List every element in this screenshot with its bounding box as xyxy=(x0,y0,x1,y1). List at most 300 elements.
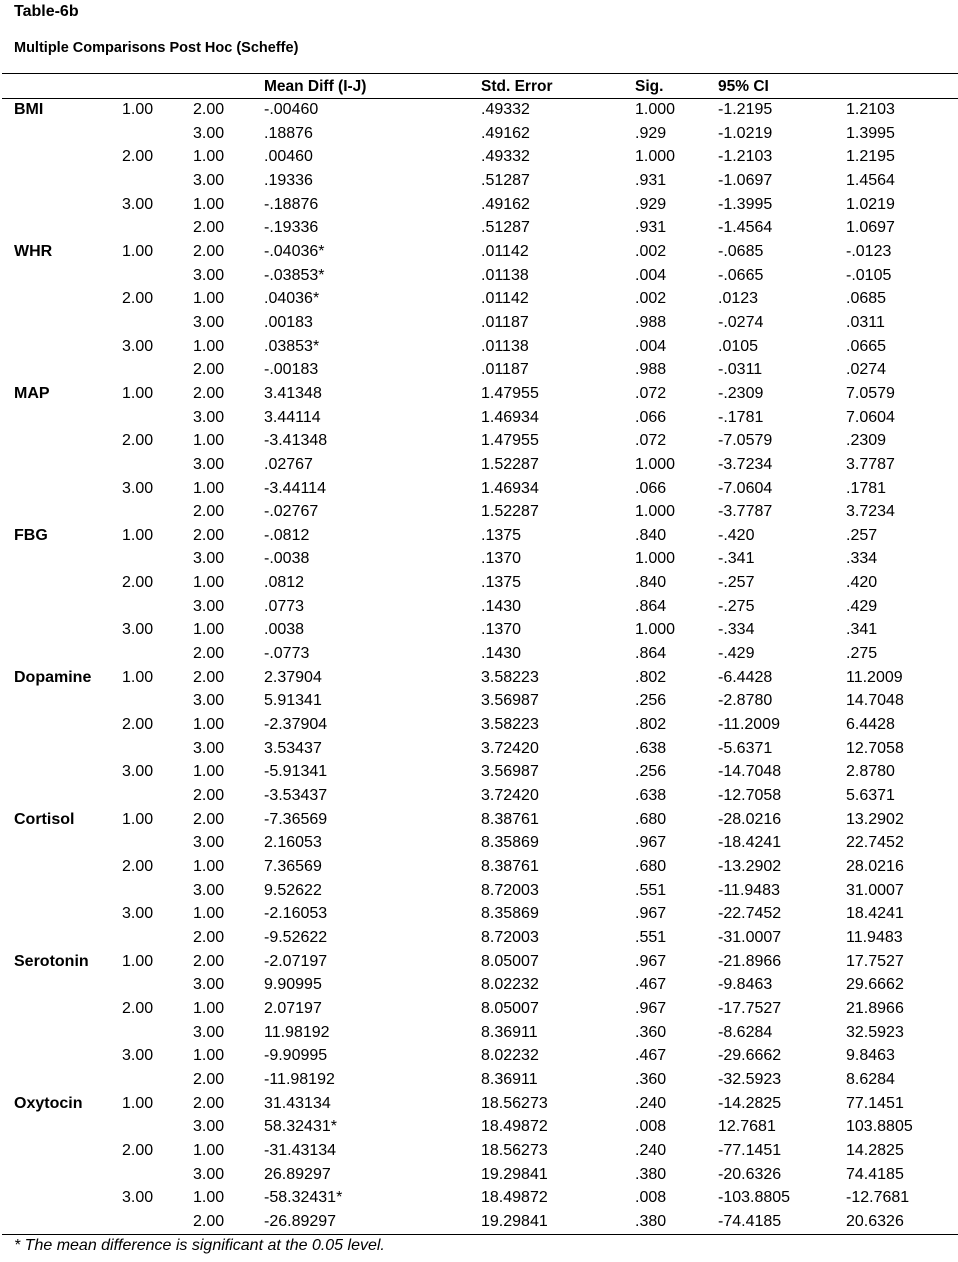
ci-upper-cell: -12.7681 xyxy=(846,1189,910,1207)
mean-diff-cell: -.03853* xyxy=(264,266,325,284)
i-level-cell xyxy=(119,169,193,193)
i-level-cell xyxy=(119,264,193,288)
ci-upper-cell: .257 xyxy=(846,526,878,544)
ci-upper-cell: 1.2103 xyxy=(846,101,895,118)
ci-upper-cell: 17.7527 xyxy=(846,952,904,970)
i-level-cell: 1.00 xyxy=(122,526,154,544)
variable-label xyxy=(2,500,119,524)
variable-label xyxy=(2,1163,119,1187)
table-row xyxy=(2,1021,958,1045)
sig-cell: .931 xyxy=(635,219,667,237)
i-level-cell: 2.00 xyxy=(122,290,154,308)
variable-label xyxy=(2,1186,119,1210)
variable-label xyxy=(2,997,119,1021)
variable-label xyxy=(2,737,119,761)
std-error-cell: .49162 xyxy=(481,124,530,142)
ci-lower-cell: -22.7452 xyxy=(718,905,782,923)
ci-upper-cell: 6.4428 xyxy=(846,716,895,734)
header-cell xyxy=(846,76,958,98)
table-row xyxy=(2,689,958,713)
table-row xyxy=(2,358,958,382)
i-level-cell xyxy=(119,453,193,477)
sig-cell: .931 xyxy=(635,171,667,189)
sig-cell: .802 xyxy=(635,716,667,734)
table-row xyxy=(2,500,958,524)
table-row xyxy=(2,784,958,808)
ci-upper-cell: 22.7452 xyxy=(846,834,904,852)
ci-upper-cell: 1.2195 xyxy=(846,148,895,166)
ci-lower-cell: -2.8780 xyxy=(718,692,773,710)
sig-cell: .802 xyxy=(635,668,667,686)
sig-cell: 1.000 xyxy=(635,101,676,118)
j-level-cell: 1.00 xyxy=(193,858,225,875)
variable-label xyxy=(2,193,119,217)
ci-lower-cell: -12.7058 xyxy=(718,787,782,805)
table-row xyxy=(2,618,958,642)
sig-cell: .467 xyxy=(635,976,667,994)
table-row xyxy=(2,571,958,595)
table-body xyxy=(2,98,958,1234)
header-row xyxy=(2,76,958,98)
std-error-cell: 3.56987 xyxy=(481,763,539,781)
j-level-cell: 1.00 xyxy=(193,621,225,639)
i-level-cell: 2.00 xyxy=(122,148,154,166)
j-level-cell: 1.00 xyxy=(193,905,225,923)
table-row xyxy=(2,240,958,264)
i-level-cell: 2.00 xyxy=(122,432,154,450)
sig-cell: .380 xyxy=(635,1212,667,1230)
table-row xyxy=(2,1163,958,1187)
variable-label xyxy=(2,689,119,713)
mean-diff-cell: -2.07197 xyxy=(264,952,328,970)
ci-upper-cell: 7.0604 xyxy=(846,408,895,426)
variable-label xyxy=(2,973,119,997)
j-level-cell: 2.00 xyxy=(193,101,225,118)
ci-lower-cell: -17.7527 xyxy=(718,999,782,1017)
j-level-cell: 2.00 xyxy=(193,242,225,260)
j-level-cell: 1.00 xyxy=(193,1047,225,1065)
i-level-cell xyxy=(119,1068,193,1092)
table-row xyxy=(2,193,958,217)
std-error-cell: .01142 xyxy=(481,290,529,308)
sig-cell: .240 xyxy=(635,1094,667,1112)
std-error-cell: 19.29841 xyxy=(481,1212,548,1230)
table-row xyxy=(2,902,958,926)
sig-cell: .066 xyxy=(635,408,667,426)
ci-upper-cell: .0311 xyxy=(846,313,885,331)
sig-cell: .680 xyxy=(635,810,667,828)
sig-cell: .004 xyxy=(635,337,667,355)
j-level-cell: 3.00 xyxy=(193,1023,225,1041)
mean-diff-cell: -5.91341 xyxy=(264,763,328,781)
ci-upper-cell: 14.7048 xyxy=(846,692,904,710)
j-level-cell: 2.00 xyxy=(193,645,225,663)
ci-lower-cell: -18.4241 xyxy=(718,834,782,852)
std-error-cell: 18.49872 xyxy=(481,1189,548,1207)
table-row xyxy=(2,311,958,335)
variable-label xyxy=(2,595,119,619)
j-level-cell: 3.00 xyxy=(193,124,225,142)
ci-lower-cell: -11.2009 xyxy=(718,716,780,734)
ci-upper-cell: 11.2009 xyxy=(846,668,903,686)
j-level-cell: 2.00 xyxy=(193,1094,225,1112)
j-level-cell: 2.00 xyxy=(193,503,225,521)
i-level-cell xyxy=(119,879,193,903)
header-cell xyxy=(119,76,193,98)
table-row xyxy=(2,122,958,146)
ci-upper-cell: 20.6326 xyxy=(846,1212,904,1230)
ci-lower-cell: -31.0007 xyxy=(718,928,782,946)
j-level-cell: 2.00 xyxy=(193,787,225,805)
i-level-cell xyxy=(119,831,193,855)
i-level-cell xyxy=(119,122,193,146)
ci-upper-cell: 7.0579 xyxy=(846,384,895,402)
i-level-cell xyxy=(119,216,193,240)
sig-cell: .002 xyxy=(635,242,667,260)
std-error-cell: 8.05007 xyxy=(481,999,539,1017)
ci-lower-cell: -3.7234 xyxy=(718,455,773,473)
table-row xyxy=(2,997,958,1021)
variable-label xyxy=(2,1139,119,1163)
mean-diff-cell: .02767 xyxy=(264,455,313,473)
table-title: Table-6b xyxy=(14,3,79,20)
mean-diff-cell: -.19336 xyxy=(264,219,319,237)
mean-diff-cell: .03853* xyxy=(264,337,320,355)
std-error-cell: 18.56273 xyxy=(481,1094,548,1112)
variable-label xyxy=(2,1068,119,1092)
sig-cell: 1.000 xyxy=(635,148,676,166)
ci-lower-cell: -.429 xyxy=(718,645,755,663)
i-level-cell: 3.00 xyxy=(122,905,154,923)
ci-lower-cell: -9.8463 xyxy=(718,976,773,994)
mean-diff-cell: -31.43134 xyxy=(264,1141,337,1159)
ci-lower-cell: -7.0579 xyxy=(718,432,773,450)
comparisons-table xyxy=(2,76,958,1234)
i-level-cell: 3.00 xyxy=(122,1189,154,1207)
std-error-cell: 1.47955 xyxy=(481,384,539,402)
variable-label xyxy=(2,1044,119,1068)
ci-lower-cell: -8.6284 xyxy=(718,1023,773,1041)
ci-upper-cell: 1.3995 xyxy=(846,124,895,142)
table-subtitle: Multiple Comparisons Post Hoc (Scheffe) xyxy=(14,40,299,56)
mean-diff-cell: .19336 xyxy=(264,171,313,189)
table-row xyxy=(2,737,958,761)
variable-label: BMI xyxy=(14,101,44,118)
j-level-cell: 3.00 xyxy=(193,408,225,426)
std-error-cell: 8.35869 xyxy=(481,905,539,923)
sig-cell: .967 xyxy=(635,952,667,970)
table-row xyxy=(2,547,958,571)
mean-diff-cell: 5.91341 xyxy=(264,692,322,710)
mean-diff-cell: 2.37904 xyxy=(264,668,322,686)
mean-diff-cell: .04036* xyxy=(264,290,320,308)
table-row xyxy=(2,216,958,240)
table-row xyxy=(2,1044,958,1068)
std-error-cell: .1430 xyxy=(481,597,522,615)
std-error-cell: 1.47955 xyxy=(481,432,539,450)
ci-lower-cell: -.0685 xyxy=(718,242,764,260)
std-error-cell: 18.56273 xyxy=(481,1141,548,1159)
sig-cell: .551 xyxy=(635,928,667,946)
ci-upper-cell: .1781 xyxy=(846,479,887,497)
variable-label xyxy=(2,477,119,501)
table-row xyxy=(2,169,958,193)
table-row xyxy=(2,831,958,855)
variable-label xyxy=(2,879,119,903)
ci-upper-cell: 29.6662 xyxy=(846,976,904,994)
ci-upper-cell: 18.4241 xyxy=(846,905,904,923)
table-row xyxy=(2,406,958,430)
ci-upper-cell: 5.6371 xyxy=(846,787,895,805)
header-std-error: Std. Error xyxy=(481,78,553,95)
j-level-cell: 2.00 xyxy=(193,1070,225,1088)
table-row xyxy=(2,1092,958,1116)
header-cell xyxy=(2,76,119,98)
std-error-cell: 3.72420 xyxy=(481,787,539,805)
sig-cell: .929 xyxy=(635,124,667,142)
i-level-cell xyxy=(119,1021,193,1045)
i-level-cell: 3.00 xyxy=(122,763,154,781)
sig-cell: .256 xyxy=(635,763,667,781)
sig-cell: .002 xyxy=(635,290,667,308)
table-row xyxy=(2,1186,958,1210)
table-row xyxy=(2,1210,958,1234)
table-row xyxy=(2,808,958,832)
std-error-cell: .01142 xyxy=(481,242,529,260)
ci-lower-cell: -.0274 xyxy=(718,313,764,331)
variable-label xyxy=(2,1115,119,1139)
i-level-cell: 1.00 xyxy=(122,668,154,686)
ci-lower-cell: -.257 xyxy=(718,574,755,592)
ci-upper-cell: 12.7058 xyxy=(846,739,904,757)
mean-diff-cell: -.0773 xyxy=(264,645,310,663)
j-level-cell: 1.00 xyxy=(193,999,225,1017)
table-row xyxy=(2,98,958,122)
ci-lower-cell: -.341 xyxy=(718,550,755,568)
top-rule xyxy=(2,73,958,74)
ci-upper-cell: 11.9483 xyxy=(846,928,903,946)
sig-cell: .929 xyxy=(635,195,667,213)
j-level-cell: 3.00 xyxy=(193,976,225,994)
variable-label xyxy=(2,855,119,879)
variable-label xyxy=(2,169,119,193)
i-level-cell: 3.00 xyxy=(122,1047,154,1065)
ci-upper-cell: .341 xyxy=(846,621,878,639)
mean-diff-cell: -2.16053 xyxy=(264,905,328,923)
j-level-cell: 1.00 xyxy=(193,432,225,450)
mean-diff-cell: 2.07197 xyxy=(264,999,322,1017)
ci-upper-cell: 21.8966 xyxy=(846,999,904,1017)
sig-cell: .864 xyxy=(635,597,667,615)
std-error-cell: 3.72420 xyxy=(481,739,539,757)
mean-diff-cell: 3.44114 xyxy=(264,408,321,426)
ci-upper-cell: 103.8805 xyxy=(846,1118,913,1136)
header-ci: 95% CI xyxy=(718,78,769,95)
ci-lower-cell: -14.2825 xyxy=(718,1094,782,1112)
ci-upper-cell: 77.1451 xyxy=(846,1094,904,1112)
j-level-cell: 3.00 xyxy=(193,881,225,899)
j-level-cell: 2.00 xyxy=(193,668,225,686)
mean-diff-cell: .00183 xyxy=(264,313,313,331)
variable-label xyxy=(2,287,119,311)
mean-diff-cell: 3.41348 xyxy=(264,384,322,402)
mean-diff-cell: -.00460 xyxy=(264,101,319,118)
j-level-cell: 3.00 xyxy=(193,1165,225,1183)
std-error-cell: .01138 xyxy=(481,266,529,284)
variable-label xyxy=(2,335,119,359)
table-row xyxy=(2,713,958,737)
header-sig: Sig. xyxy=(635,78,664,95)
sig-cell: .004 xyxy=(635,266,667,284)
mean-diff-cell: .0773 xyxy=(264,597,305,615)
ci-upper-cell: 9.8463 xyxy=(846,1047,895,1065)
ci-upper-cell: .0685 xyxy=(846,290,887,308)
sig-cell: .467 xyxy=(635,1047,667,1065)
std-error-cell: .49332 xyxy=(481,101,530,118)
variable-label xyxy=(2,264,119,288)
i-level-cell xyxy=(119,500,193,524)
variable-label xyxy=(2,618,119,642)
j-level-cell: 3.00 xyxy=(193,550,225,568)
mean-diff-cell: .00460 xyxy=(264,148,313,166)
i-level-cell xyxy=(119,926,193,950)
j-level-cell: 1.00 xyxy=(193,195,225,213)
i-level-cell xyxy=(119,642,193,666)
mean-diff-cell: -2.37904 xyxy=(264,716,328,734)
i-level-cell: 3.00 xyxy=(122,621,154,639)
variable-label: Oxytocin xyxy=(14,1094,83,1112)
j-level-cell: 1.00 xyxy=(193,148,225,166)
mean-diff-cell: 58.32431* xyxy=(264,1118,337,1136)
ci-upper-cell: 13.2902 xyxy=(846,810,904,828)
mean-diff-cell: 9.90995 xyxy=(264,976,322,994)
ci-upper-cell: 14.2825 xyxy=(846,1141,904,1159)
i-level-cell: 1.00 xyxy=(122,242,154,260)
table-row xyxy=(2,666,958,690)
mean-diff-cell: -.0812 xyxy=(264,526,310,544)
ci-lower-cell: -1.2103 xyxy=(718,148,773,166)
j-level-cell: 3.00 xyxy=(193,455,225,473)
ci-upper-cell: .420 xyxy=(846,574,878,592)
sig-cell: .988 xyxy=(635,361,667,379)
table-row xyxy=(2,595,958,619)
sig-cell: .072 xyxy=(635,432,667,450)
j-level-cell: 1.00 xyxy=(193,763,225,781)
sig-cell: .240 xyxy=(635,1141,667,1159)
i-level-cell xyxy=(119,737,193,761)
variable-label: Dopamine xyxy=(14,668,92,686)
variable-label xyxy=(2,642,119,666)
mean-diff-cell: -58.32431* xyxy=(264,1189,343,1207)
variable-label xyxy=(2,122,119,146)
j-level-cell: 2.00 xyxy=(193,810,225,828)
std-error-cell: .51287 xyxy=(481,219,530,237)
i-level-cell: 2.00 xyxy=(122,574,154,592)
mean-diff-cell: 3.53437 xyxy=(264,739,322,757)
table-row xyxy=(2,477,958,501)
ci-lower-cell: -74.4185 xyxy=(718,1212,782,1230)
mean-diff-cell: -26.89297 xyxy=(264,1212,337,1230)
table-row xyxy=(2,145,958,169)
ci-lower-cell: -77.1451 xyxy=(718,1141,782,1159)
i-level-cell: 1.00 xyxy=(122,810,154,828)
ci-lower-cell: -32.5923 xyxy=(718,1070,782,1088)
ci-upper-cell: 74.4185 xyxy=(846,1165,904,1183)
ci-lower-cell: -1.0697 xyxy=(718,171,773,189)
ci-upper-cell: .2309 xyxy=(846,432,887,450)
i-level-cell: 3.00 xyxy=(122,337,154,355)
ci-upper-cell: .0665 xyxy=(846,337,887,355)
sig-cell: .967 xyxy=(635,905,667,923)
ci-upper-cell: 3.7234 xyxy=(846,503,895,521)
ci-lower-cell: -.2309 xyxy=(718,384,764,402)
std-error-cell: .49332 xyxy=(481,148,530,166)
std-error-cell: 8.72003 xyxy=(481,928,539,946)
sig-cell: 1.000 xyxy=(635,503,676,521)
mean-diff-cell: .18876 xyxy=(264,124,313,142)
std-error-cell: .1370 xyxy=(481,621,522,639)
i-level-cell xyxy=(119,406,193,430)
table-row xyxy=(2,950,958,974)
table-row xyxy=(2,1115,958,1139)
mean-diff-cell: -9.90995 xyxy=(264,1047,328,1065)
ci-upper-cell: .429 xyxy=(846,597,878,615)
j-level-cell: 3.00 xyxy=(193,597,225,615)
i-level-cell: 1.00 xyxy=(122,101,154,118)
table-row xyxy=(2,382,958,406)
ci-lower-cell: -29.6662 xyxy=(718,1047,782,1065)
j-level-cell: 2.00 xyxy=(193,1212,225,1230)
i-level-cell: 3.00 xyxy=(122,195,154,213)
j-level-cell: 3.00 xyxy=(193,313,225,331)
ci-lower-cell: -1.3995 xyxy=(718,195,773,213)
mean-diff-cell: -9.52622 xyxy=(264,928,328,946)
sig-cell: .967 xyxy=(635,834,667,852)
table-row xyxy=(2,926,958,950)
std-error-cell: 3.58223 xyxy=(481,716,539,734)
i-level-cell: 2.00 xyxy=(122,716,154,734)
i-level-cell: 2.00 xyxy=(122,858,154,875)
ci-upper-cell: 28.0216 xyxy=(846,858,904,875)
std-error-cell: .1375 xyxy=(481,526,522,544)
i-level-cell xyxy=(119,1210,193,1234)
variable-label xyxy=(2,145,119,169)
table-row xyxy=(2,855,958,879)
std-error-cell: .01138 xyxy=(481,337,529,355)
variable-label xyxy=(2,429,119,453)
mean-diff-cell: 11.98192 xyxy=(264,1023,330,1041)
std-error-cell: .49162 xyxy=(481,195,530,213)
std-error-cell: 8.05007 xyxy=(481,952,539,970)
j-level-cell: 2.00 xyxy=(193,384,225,402)
footnote: * The mean difference is significant at the 0.05 level. xyxy=(14,1237,385,1254)
sig-cell: .988 xyxy=(635,313,667,331)
ci-lower-cell: -28.0216 xyxy=(718,810,782,828)
j-level-cell: 1.00 xyxy=(193,479,225,497)
i-level-cell: 3.00 xyxy=(122,479,154,497)
j-level-cell: 3.00 xyxy=(193,834,225,852)
std-error-cell: .51287 xyxy=(481,171,530,189)
i-level-cell xyxy=(119,784,193,808)
sig-cell: .008 xyxy=(635,1118,667,1136)
j-level-cell: 2.00 xyxy=(193,928,225,946)
variable-label: MAP xyxy=(14,384,50,402)
mean-diff-cell: .0812 xyxy=(264,574,305,592)
ci-upper-cell: 32.5923 xyxy=(846,1023,904,1041)
ci-lower-cell: -1.2195 xyxy=(718,101,773,118)
std-error-cell: 8.38761 xyxy=(481,858,539,875)
std-error-cell: 1.46934 xyxy=(481,408,539,426)
